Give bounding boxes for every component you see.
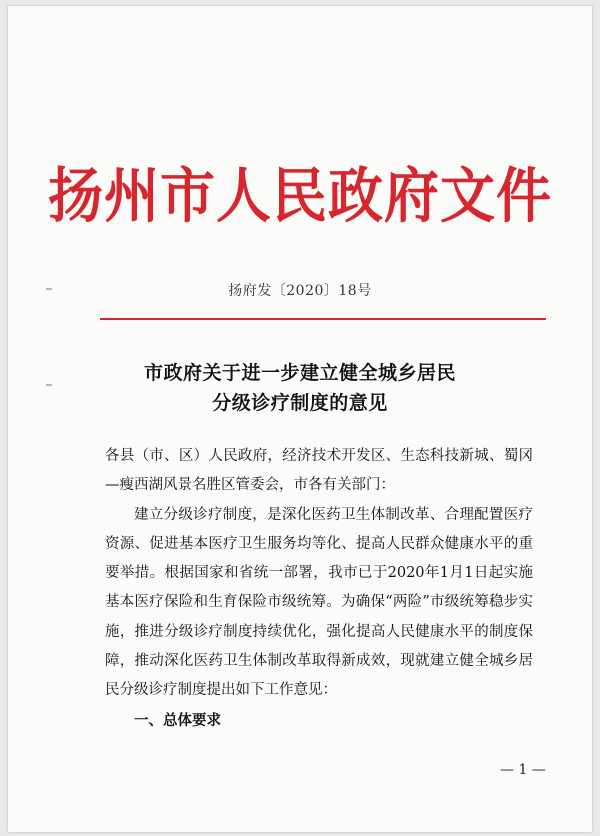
- document-title: [8, 358, 592, 418]
- section-heading: 一、总体要求: [134, 711, 221, 729]
- red-divider-line: [100, 318, 546, 320]
- title-line-1: 市政府关于进一步建立健全城乡居民: [143, 362, 456, 384]
- document-page: [8, 6, 592, 832]
- addressee: 各县（市、区）人民政府，经济技术开发区、生态科技新城、蜀冈—瘦西湖风景名胜区管委会，市各有关部门：: [105, 448, 533, 494]
- body-paragraph: 建立分级诊疗制度，是深化医药卫生体制改革、合理配置医疗资源、促进基本医疗卫生服务均等化、提高人民群众健康水平的重要举措。根据国家和省统一部署，我市已于2020年1月1日起实施基本医疗保险和生育保险市级统筹。为确保“两险”市级统筹稳步实施，推进分级诊疗制度持续优化，强化提高人民健康水平的制度保障，推动深化医药卫生体制改革取得新成效，现就建立健全城乡居民分级诊疗制度提出如下工作意见：: [105, 506, 533, 699]
- document-body: [105, 442, 533, 735]
- masthead-title: 扬州市人民政府文件: [47, 160, 552, 231]
- title-line-2: 分级诊疗制度的意见: [212, 392, 388, 414]
- page-number: — 1 —: [500, 762, 546, 778]
- document-number: 扬府发〔2020〕18号: [228, 283, 372, 299]
